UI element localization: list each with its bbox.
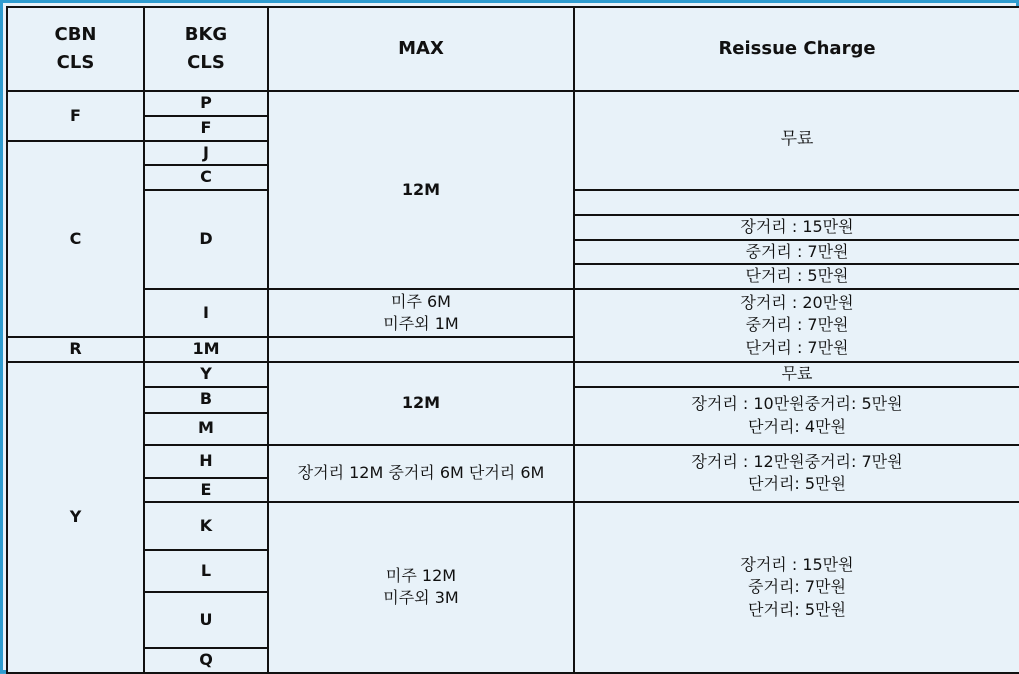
reissue-ir-mid: 중거리 : 7만원: [745, 315, 849, 335]
booking-class-u: U: [144, 592, 268, 648]
booking-class-r: R: [7, 337, 144, 361]
max-he: 장거리 12M 중거리 6M 단거리 6M: [268, 445, 574, 502]
table-row: [7, 289, 1019, 337]
reissue-bm-line1: 장거리 : 10만원중거리: 5만원: [691, 394, 903, 414]
booking-class-l: L: [144, 550, 268, 592]
reissue-bm: [574, 387, 1019, 445]
booking-class-m: M: [144, 413, 268, 445]
header-row: [7, 7, 1019, 91]
max-ybm: 12M: [268, 362, 574, 445]
max-i-line1: 미주 6M: [391, 291, 451, 311]
reissue-klu-long: 장거리 : 15만원: [740, 554, 854, 574]
reissue-d-mid: 중거리 : 7만원: [574, 240, 1019, 264]
reissue-klu: [574, 502, 1019, 673]
reissue-he: [574, 445, 1019, 502]
reissue-he-line2: 단거리: 5만원: [748, 474, 846, 494]
booking-class-j: J: [144, 141, 268, 165]
table-row: [7, 445, 1019, 478]
reissue-blank: [574, 190, 1019, 215]
booking-class-q: Q: [144, 648, 268, 673]
header-max: MAX: [268, 7, 574, 91]
booking-class-p: P: [144, 91, 268, 116]
max-i-line2: 미주외 1M: [383, 314, 459, 334]
reissue-klu-mid: 중거리: 7만원: [748, 577, 846, 597]
table-row: [7, 362, 1019, 387]
booking-class-b: B: [144, 387, 268, 413]
booking-class-i: I: [144, 289, 268, 337]
reissue-d-short: 단거리 : 5만원: [574, 264, 1019, 289]
booking-class-c: C: [144, 165, 268, 189]
booking-class-k: K: [144, 502, 268, 550]
cabin-y: Y: [7, 362, 144, 673]
header-bkg-line2: CLS: [187, 52, 225, 73]
max-klu-line2: 미주외 3M: [383, 588, 459, 608]
table-row: [7, 91, 1019, 116]
header-cbn-line2: CLS: [56, 52, 95, 73]
header-bkg-line1: BKG: [184, 24, 228, 46]
reissue-fare-table: [6, 6, 1019, 674]
table-row: [7, 502, 1019, 550]
reissue-ir-short: 단거리 : 7만원: [745, 337, 849, 357]
header-cbn-cls: [7, 7, 144, 91]
max-i: [268, 289, 574, 337]
reissue-he-line1: 장거리 : 12만원중거리: 7만원: [691, 451, 903, 471]
reissue-ir: [574, 289, 1019, 361]
cabin-f: F: [7, 91, 144, 141]
max-klu: [268, 502, 574, 673]
header-reissue-charge: Reissue Charge: [574, 7, 1019, 91]
max-first-business: 12M: [268, 91, 574, 289]
reissue-d-long: 장거리 : 15만원: [574, 215, 1019, 240]
cabin-c: C: [7, 141, 144, 337]
max-r: 1M: [144, 337, 268, 361]
header-bkg-cls: [144, 7, 268, 91]
booking-class-y: Y: [144, 362, 268, 387]
booking-class-h: H: [144, 445, 268, 478]
reissue-klu-short: 단거리: 5만원: [748, 599, 846, 619]
reissue-bm-line2: 단거리: 4만원: [748, 416, 846, 436]
reissue-ir-long: 장거리 : 20만원: [740, 292, 854, 312]
booking-class-d: D: [144, 190, 268, 289]
max-klu-line1: 미주 12M: [385, 566, 457, 586]
reissue-y-free: 무료: [574, 362, 1019, 387]
booking-class-e: E: [144, 478, 268, 502]
header-cbn-line1: CBN: [54, 24, 97, 46]
reissue-free-fc: 무료: [574, 91, 1019, 190]
booking-class-f: F: [144, 116, 268, 141]
